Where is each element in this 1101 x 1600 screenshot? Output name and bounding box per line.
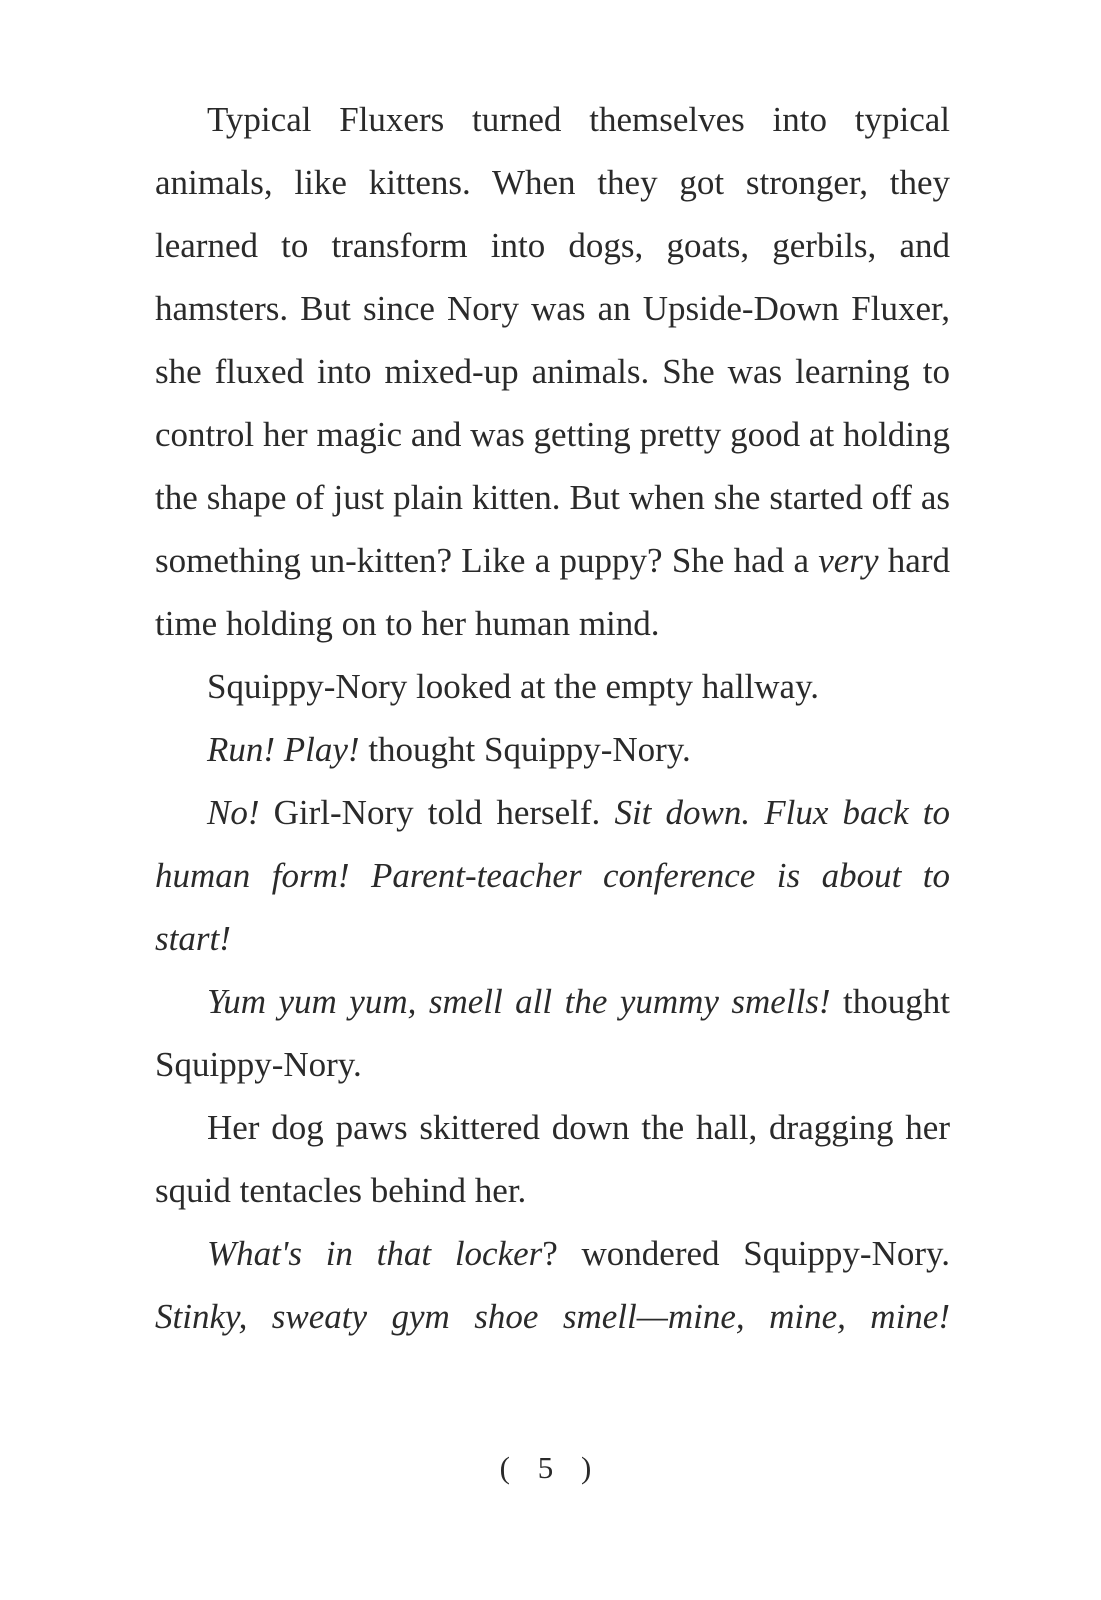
text-run: thought Squippy-Nory. [155, 982, 950, 1084]
text-run: Her dog paws skittered down the hall, dragging her squid tentacles behind her. [155, 1108, 950, 1210]
page-number: ( 5 ) [499, 1450, 602, 1485]
paragraph [155, 1222, 950, 1348]
text-run-italic: Stinky, sweaty gym shoe smell—mine, mine, mine! [155, 1297, 950, 1336]
paragraph [155, 655, 950, 718]
paragraph [155, 970, 950, 1096]
text-run: Squippy-Nory looked at the empty hallway. [207, 667, 820, 706]
text-run-italic: very [818, 541, 879, 580]
paragraph [155, 718, 950, 781]
text-run-italic: Yum yum yum, smell all the yummy smells! [207, 982, 831, 1021]
paragraph [155, 781, 950, 970]
text-run: Typical Fluxers turned themselves into typical animals, like kittens. When they got stronger, they learned to transform into dogs, goats, gerbils, and hamsters. But since Nory was an Upside-Down Fluxer, she fluxed into mixed-up animals. She was learning to control her magic and was getting pretty good at holding the shape of just plain kitten. But when she started off as something un-kitten? Like a puppy? She had a [155, 100, 950, 580]
text-run: Girl-Nory told herself. [259, 793, 615, 832]
text-run-italic: Run! Play! [207, 730, 360, 769]
text-run: hard time holding on to her human mind. [155, 541, 950, 643]
paragraph [155, 88, 950, 655]
text-run-italic: What's in that locker [207, 1234, 543, 1273]
paragraph [155, 1096, 950, 1222]
text-run: ? wondered Squippy-Nory. [542, 1234, 950, 1273]
text-run-italic: Sit down. Flux back to human form! Parent-teacher conference is about to start! [155, 793, 950, 958]
text-run-italic: No! [207, 793, 260, 832]
text-run: thought Squippy-Nory. [359, 730, 691, 769]
body-text [155, 88, 950, 1348]
